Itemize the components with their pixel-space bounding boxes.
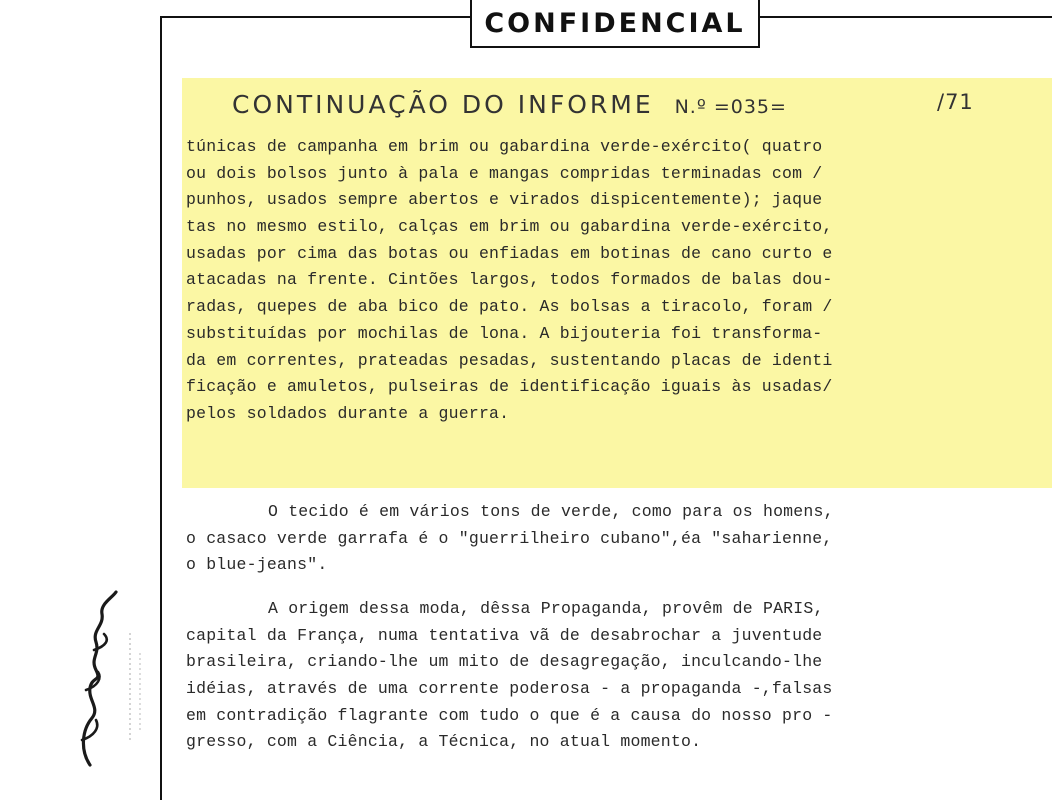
handwritten-signature — [60, 590, 150, 770]
text-line: o blue-jeans". — [186, 555, 328, 575]
paragraph-origin — [186, 596, 1046, 756]
text-line: brasileira, criando-lhe um mito de desagregação, inculcando-lhe — [186, 652, 823, 672]
highlighted-paragraph — [186, 134, 1046, 428]
text-line: punhos, usados sempre abertos e virados dispicentemente); jaque — [186, 190, 823, 210]
text-line: em contradição flagrante com tudo o que é a causa do nosso pro - — [186, 705, 833, 725]
text-line: A origem dessa moda, dêssa Propaganda, provêm de PARIS, — [268, 599, 824, 618]
text-line: da em correntes, prateadas pesadas, sustentando placas de identi — [186, 350, 833, 370]
page-number: /71 — [937, 90, 974, 114]
text-line: atacadas na frente. Cintões largos, todos formados de balas dou- — [186, 270, 833, 290]
text-line: substituídas por mochilas de lona. A bijouteria foi transforma- — [186, 323, 823, 343]
text-line: usadas por cima das botas ou enfiadas em botinas de cano curto e — [186, 243, 833, 263]
report-heading — [232, 90, 1032, 119]
text-line: idéias, através de uma corrente poderosa - a propaganda -,falsas — [186, 679, 833, 699]
text-line: pelos soldados durante a guerra. — [186, 403, 510, 423]
text-line: túnicas de campanha em brim ou gabardina verde-exército( quatro — [186, 137, 823, 156]
text-line: o casaco verde garrafa é o "guerrilheiro cubano",éa "saharienne, — [186, 528, 833, 548]
text-line: tas no mesmo estilo, calças em brim ou gabardina verde-exército, — [186, 217, 833, 237]
text-line: gresso, com a Ciência, a Técnica, no atual momento. — [186, 732, 702, 752]
document-frame-left — [160, 16, 162, 800]
text-line: O tecido é em vários tons de verde, como para os homens, — [268, 502, 834, 521]
text-line: radas, quepes de aba bico de pato. As bolsas a tiracolo, foram / — [186, 297, 833, 317]
text-line: capital da França, numa tentativa vã de desabrochar a juventude — [186, 625, 823, 645]
confidential-stamp: CONFIDENCIAL — [470, 0, 760, 48]
heading-title: CONTINUAÇÃO DO INFORME — [232, 90, 654, 119]
report-number: N.º =035= — [674, 96, 787, 118]
text-line: ou dois bolsos junto à pala e mangas compridas terminadas com / — [186, 163, 823, 183]
paragraph-fabric — [186, 499, 1046, 579]
text-line: ficação e amuletos, pulseiras de identificação iguais às usadas/ — [186, 377, 833, 397]
